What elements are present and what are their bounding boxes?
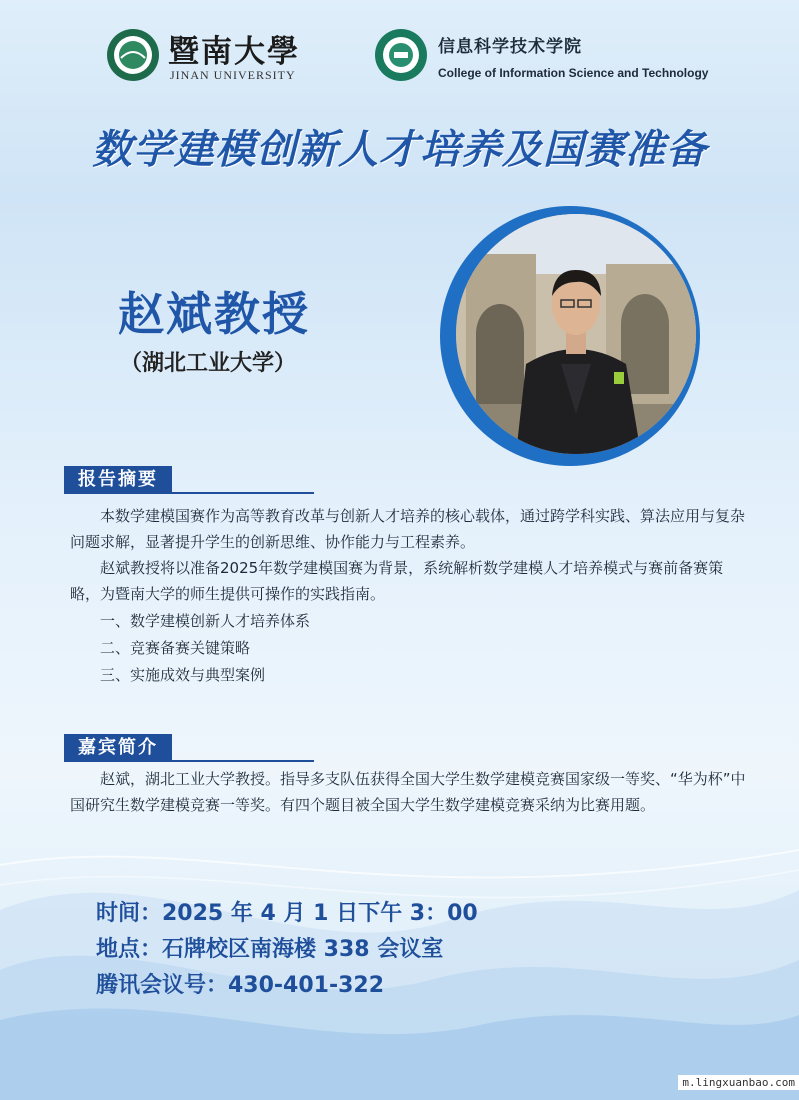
abstract-list-item: 三、实施成效与典型案例 bbox=[100, 666, 266, 684]
watermark: m.lingxuanbao.com bbox=[678, 1075, 799, 1090]
header bbox=[106, 22, 759, 92]
abstract-section-label: 报告摘要 bbox=[64, 466, 172, 494]
bio-section-label: 嘉宾简介 bbox=[64, 734, 172, 762]
jinan-university-seal-icon bbox=[106, 28, 160, 82]
bio-divider bbox=[64, 760, 314, 762]
abstract-paragraph-1: 本数学建模国赛作为高等教育改革与创新人才培养的核心载体，通过跨学科实践、算法应用与复杂问题求解，显著提升学生的创新思维、协作能力与工程素养。 bbox=[70, 507, 746, 551]
abstract-list-item: 一、数学建模创新人才培养体系 bbox=[100, 612, 311, 630]
college-seal-icon bbox=[374, 28, 428, 82]
speaker-photo bbox=[456, 214, 696, 454]
speaker-affiliation: （湖北工业大学） bbox=[120, 351, 297, 376]
event-location: 地点：石牌校区南海楼 338 会议室 bbox=[96, 937, 444, 962]
event-time: 时间：2025 年 4 月 1 日下午 3：00 bbox=[96, 901, 478, 926]
abstract-divider bbox=[64, 492, 314, 494]
abstract-list-item: 二、竞赛备赛关键策略 bbox=[100, 639, 251, 657]
bio-paragraph: 赵斌，湖北工业大学教授。指导多支队伍获得全国大学生数学建模竞赛国家级一等奖、“华为杯”中国研究生数学建模竞赛一等奖。有四个题目被全国大学生数学建模竞赛采纳为比赛用题。 bbox=[70, 770, 746, 814]
abstract-paragraph-2: 赵斌教授将以准备2025年数学建模国赛为背景，系统解析数学建模人才培养模式与赛前备赛策略，为暨南大学的师生提供可操作的实践指南。 bbox=[70, 559, 724, 603]
main-title: 数学建模创新人才培养及国赛准备 bbox=[92, 127, 707, 173]
college-name-en: College of Information Science and Technology bbox=[438, 66, 709, 80]
jinan-university-name-cn: 暨南大學 bbox=[168, 34, 300, 70]
college-name-cn: 信息科学技术学院 bbox=[438, 37, 582, 57]
jinan-university-name-en: JINAN UNIVERSITY bbox=[170, 68, 296, 82]
speaker-name: 赵斌教授 bbox=[118, 287, 310, 341]
meeting-number: 腾讯会议号：430-401-322 bbox=[96, 973, 385, 998]
